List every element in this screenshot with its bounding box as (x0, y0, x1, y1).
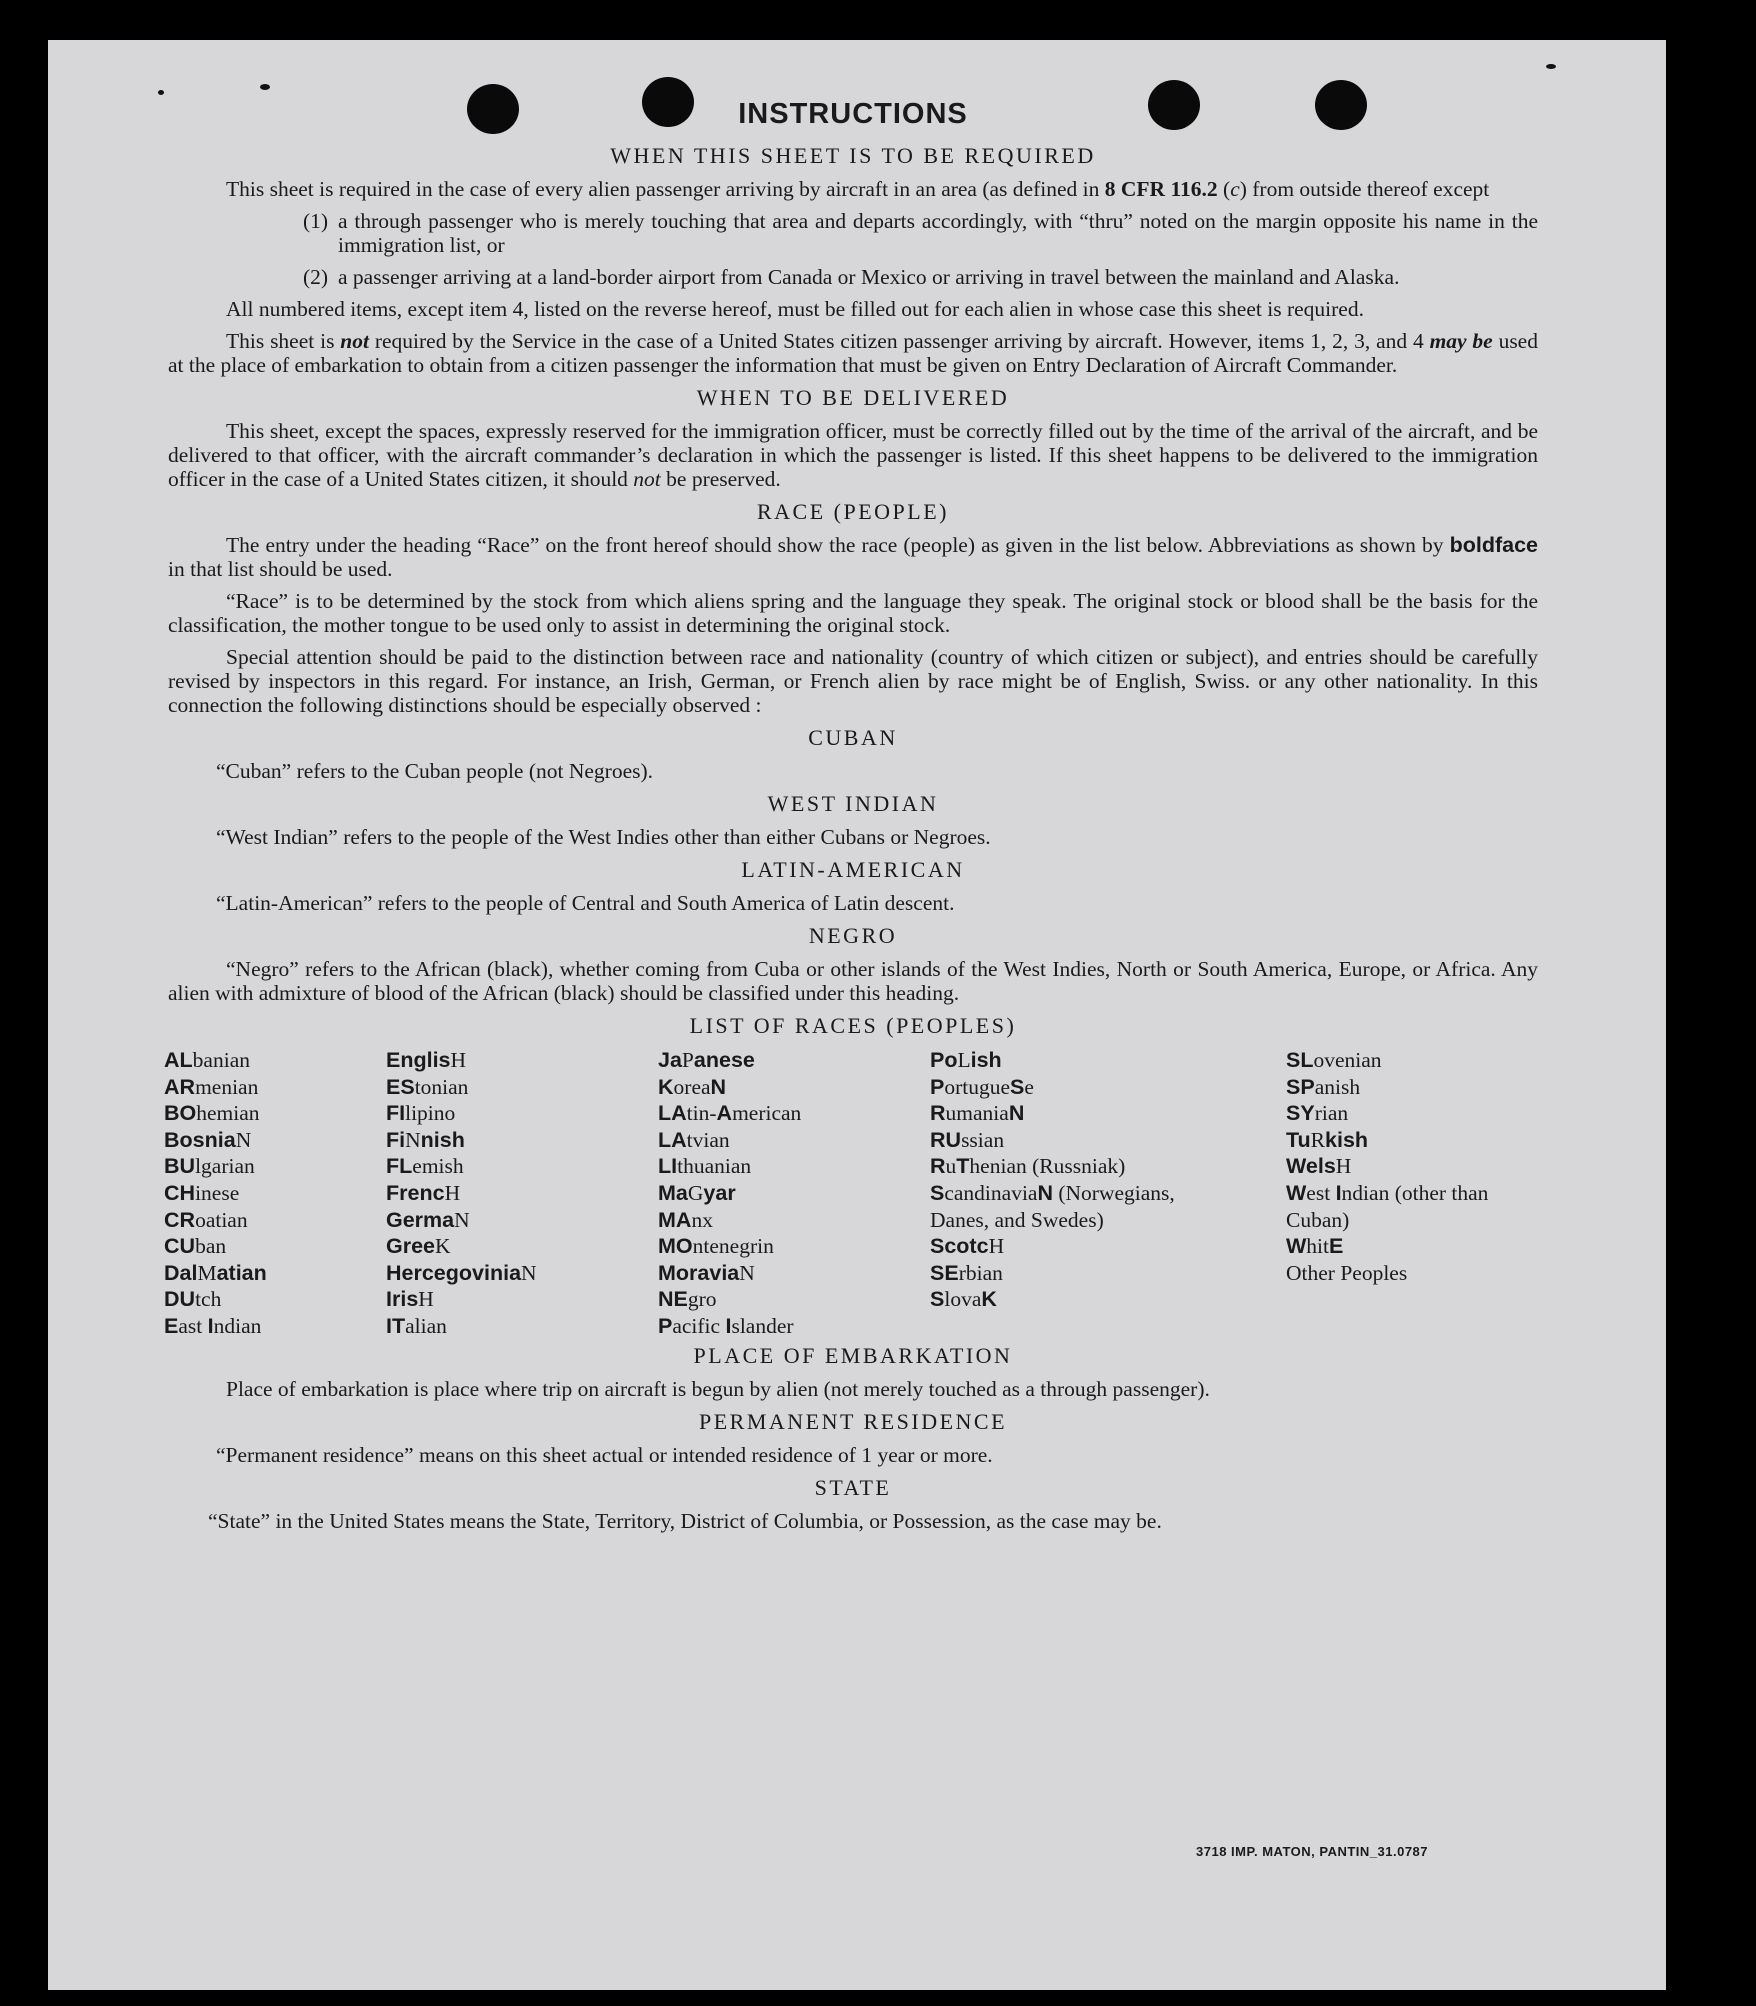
race-entry: EnglisH (386, 1048, 467, 1072)
race-entry: ARmenian (164, 1074, 259, 1099)
race-entry: ScotcH (930, 1234, 1005, 1259)
speck (158, 90, 164, 95)
section-heading: PERMANENT RESIDENCE (698, 1409, 1008, 1434)
speck (1546, 64, 1556, 69)
section-heading: WHEN THIS SHEET IS TO BE REQUIRED (610, 143, 1096, 168)
race-entry: East Indian (164, 1313, 262, 1338)
race-column (164, 1047, 364, 1340)
race-entry: West Indian (other than Cuban) (1286, 1180, 1489, 1232)
paragraph: This sheet is required in the case of every alien passenger arriving by aircraft in an area (as defined in 8 CFR 116.2 (c) from outside thereof except (226, 177, 1490, 201)
race-entry: PortugueSe (930, 1074, 1034, 1099)
race-entry: MoraviaN (658, 1260, 755, 1285)
speck (260, 84, 270, 90)
section-heading: LIST OF RACES (PEOPLES) (689, 1013, 1017, 1038)
paragraph: This sheet, except the spaces, expressly reserved for the immigration officer, must be correctly filled out by the time of the arrival of the aircraft, and be delivered to that officer, with the aircraft commander’s declaration in which the passenger is listed. If this sheet happens to be delivered to the immigration officer in the case of a United States citizen, it should not be preserved. (168, 419, 1538, 491)
race-entry: Other Peoples (1286, 1260, 1408, 1285)
paragraph: “Cuban” refers to the Cuban people (not Negroes). (216, 759, 654, 783)
race-entry: KoreaN (658, 1074, 727, 1099)
paragraph: “West Indian” refers to the people of the West Indies other than either Cubans or Negroes. (216, 825, 991, 849)
section-heading: WHEN TO BE DELIVERED (696, 385, 1010, 410)
race-entry: CUban (164, 1234, 227, 1259)
section-heading: CUBAN (808, 725, 898, 750)
race-entry: BosniaN (164, 1127, 252, 1152)
race-entry: MOntenegrin (658, 1234, 774, 1259)
race-column (1286, 1047, 1536, 1286)
race-column (386, 1047, 636, 1340)
race-column (930, 1047, 1230, 1313)
race-entry: SLovenian (1286, 1048, 1382, 1072)
race-entry: RUssian (930, 1127, 1005, 1152)
race-entry: CRoatian (164, 1207, 248, 1232)
section-heading: LATIN-AMERICAN (741, 857, 965, 882)
list-item: (1) a through passenger who is merely touching that area and departs accordingly, with “thru” noted on the margin opposite his name in the immigration list, or (303, 209, 1538, 257)
race-entry: FiNnish (386, 1127, 465, 1152)
race-entry: SYrian (1286, 1101, 1349, 1126)
list-item: (2) a passenger arriving at a land-border airport from Canada or Mexico or arriving in travel between the mainland and Alaska. (303, 265, 1400, 289)
paragraph: “Permanent residence” means on this sheet actual or intended residence of 1 year or more. (216, 1443, 993, 1467)
race-entry: EStonian (386, 1074, 469, 1099)
race-entry: BOhemian (164, 1101, 260, 1126)
race-entry: BUlgarian (164, 1154, 255, 1179)
paragraph: The entry under the heading “Race” on the front hereof should show the race (people) as given in the list below. Abbreviations as shown by boldface in that list should be used. (168, 533, 1538, 581)
race-entry: PoLish (930, 1048, 1002, 1072)
section-heading: PLACE OF EMBARKATION (693, 1343, 1013, 1368)
printer-imprint: 3718 IMP. MATON, PANTIN_31.0787 (1196, 1844, 1429, 1859)
race-column (658, 1047, 908, 1340)
race-entry: MaGyar (658, 1180, 736, 1205)
section-heading: STATE (814, 1475, 892, 1500)
race-entry: WelsH (1286, 1154, 1352, 1179)
paragraph: “Negro” refers to the African (black), whether coming from Cuba or other islands of the West Indies, North or South America, Europe, or Africa. Any alien with admixture of blood of the African (black) should be classified under this heading. (168, 957, 1538, 1005)
race-entry: SErbian (930, 1260, 1003, 1285)
race-entry: LAtvian (658, 1127, 730, 1152)
paragraph: “State” in the United States means the State, Territory, District of Columbia, or Possession, as the case may be. (208, 1509, 1162, 1533)
section-heading: NEGRO (808, 923, 898, 948)
race-entry: LAtin-American (658, 1101, 802, 1126)
paragraph: All numbered items, except item 4, listed on the reverse hereof, must be filled out for each alien in whose case this sheet is required. (226, 297, 1364, 321)
race-entry: SlovaK (930, 1287, 997, 1312)
document-sheet (48, 40, 1666, 1990)
race-entry: ScandinaviaN (Norwegians, Danes, and Swedes) (930, 1180, 1175, 1232)
race-entry: MAnx (658, 1207, 713, 1232)
race-list (164, 1047, 1538, 1338)
race-entry: FrencH (386, 1180, 461, 1205)
race-entry: FIlipino (386, 1101, 456, 1126)
race-entry: RumaniaN (930, 1101, 1025, 1126)
race-entry: HercegoviniaN (386, 1260, 537, 1285)
paragraph: Special attention should be paid to the distinction between race and nationality (country of which citizen or subject), and entries should be carefully revised by inspectors in this regard. For instance, an Irish, German, or French alien by race might be of English, Swiss. or any other nationality. In this connection the following distinctions should be especially observed : (168, 645, 1538, 717)
paragraph: This sheet is not required by the Service in the case of a United States citizen passenger arriving by aircraft. However, items 1, 2, 3, and 4 may be used at the place of embarkation to obtain from a citizen passenger the information that must be given on Entry Declaration of Aircraft Commander. (168, 329, 1538, 377)
paragraph: “Race” is to be determined by the stock from which aliens spring and the language they speak. The original stock or blood shall be the basis for the classification, the mother tongue to be used only to assist in determining the original stock. (168, 589, 1538, 637)
paragraph: “Latin-American” refers to the people of Central and South America of Latin descent. (216, 891, 955, 915)
race-entry: NEgro (658, 1287, 717, 1312)
race-entry: IrisH (386, 1287, 434, 1312)
race-entry: CHinese (164, 1180, 240, 1205)
race-entry: FLemish (386, 1154, 464, 1179)
race-entry: GermaN (386, 1207, 470, 1232)
race-entry: SPanish (1286, 1074, 1361, 1099)
race-entry: TuRkish (1286, 1127, 1369, 1152)
race-entry: DUtch (164, 1287, 222, 1312)
race-entry: JaPanese (658, 1048, 755, 1072)
page-title: INSTRUCTIONS (738, 98, 968, 130)
race-entry: ITalian (386, 1313, 447, 1338)
race-entry: Pacific Islander (658, 1313, 794, 1338)
race-entry: GreeK (386, 1234, 451, 1259)
race-entry: LIthuanian (658, 1154, 752, 1179)
race-entry: ALbanian (164, 1048, 250, 1072)
race-entry: RuThenian (Russniak) (930, 1154, 1126, 1179)
race-entry: DalMatian (164, 1260, 267, 1285)
section-heading: WEST INDIAN (767, 791, 939, 816)
section-heading: RACE (PEOPLE) (757, 499, 949, 524)
document-body (164, 98, 1538, 1541)
paragraph: Place of embarkation is place where trip on aircraft is begun by alien (not merely touched as a through passenger). (226, 1377, 1210, 1401)
race-entry: WhitE (1286, 1234, 1344, 1259)
